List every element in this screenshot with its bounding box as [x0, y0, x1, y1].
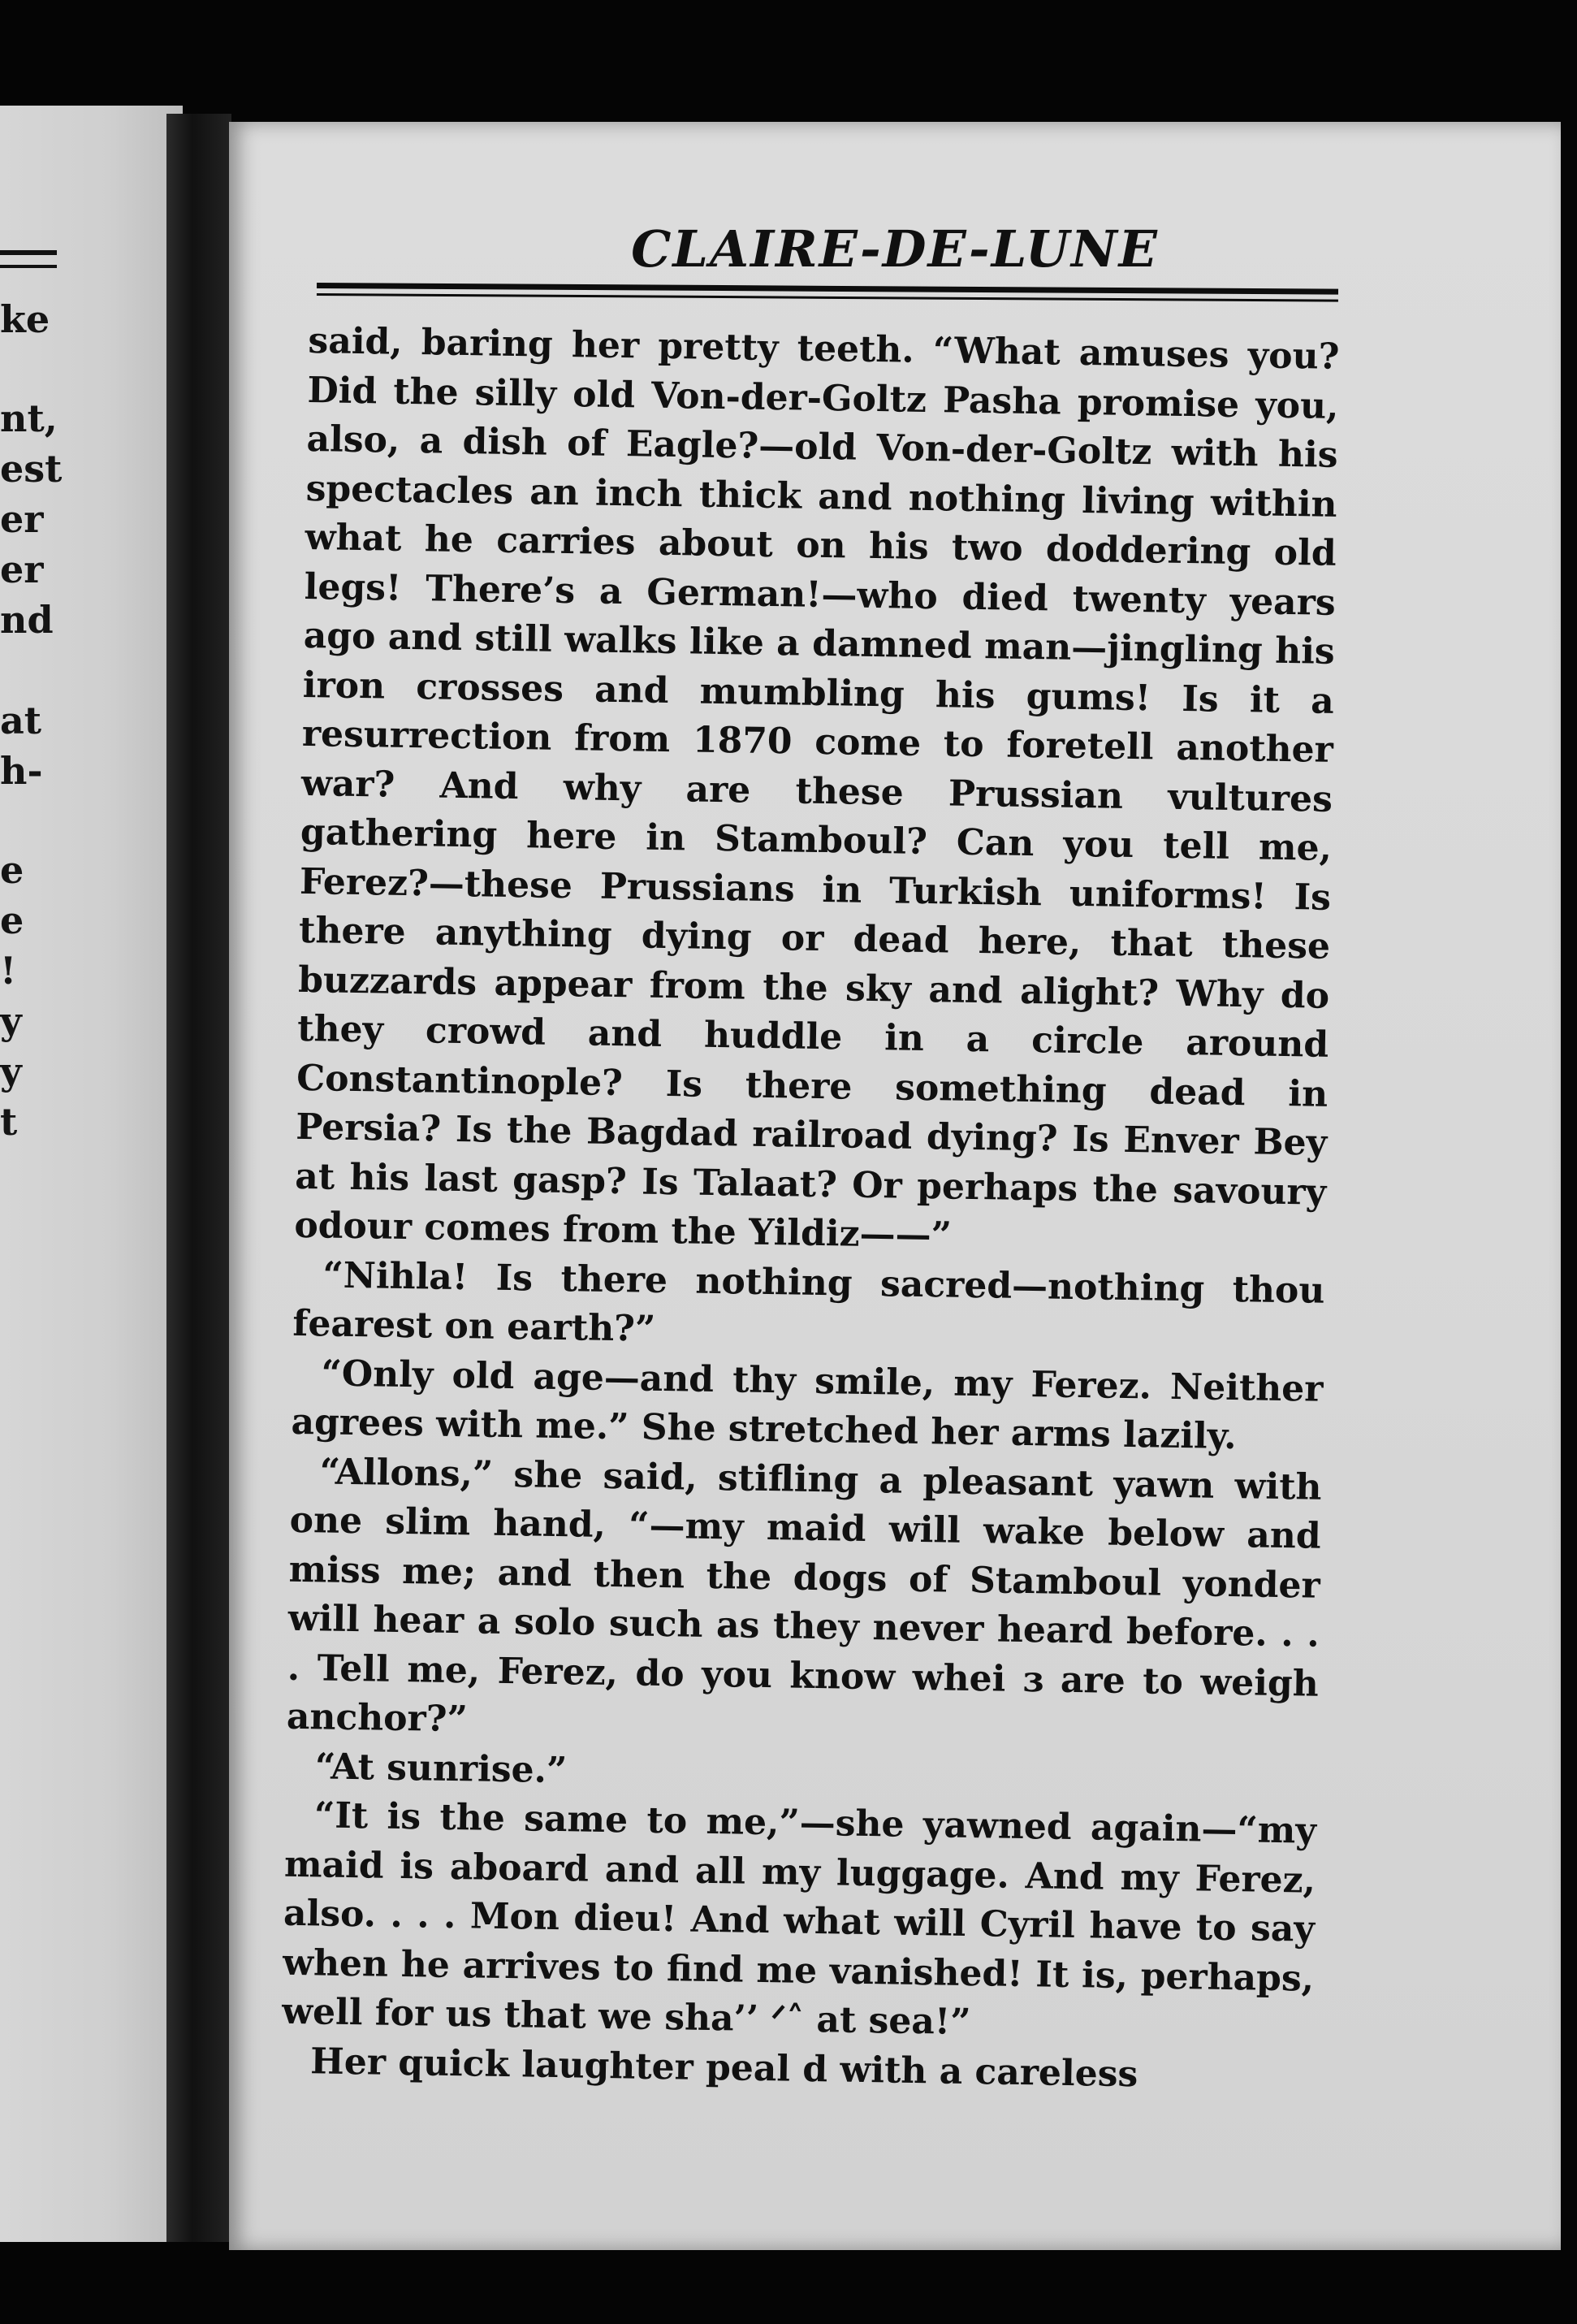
- facing-page-fragment: ke: [0, 297, 50, 341]
- book-page: [229, 122, 1561, 2250]
- facing-page-fragment: e: [0, 898, 24, 942]
- facing-page-fragment: er: [0, 497, 44, 541]
- facing-page-fragment: y: [0, 1049, 22, 1093]
- paragraph: said, baring her pretty teeth. “What amuses you? Did the silly old Von-der-Goltz Pasha promise you, also, a dish of Eagle?—old Von-der-Goltz with his spectacles an inch thick and nothing living within what he carries about on his two doddering old legs! There’s a German!—who died twenty years ago and still walks like a damned man—jingling his iron crosses and mumbling his gums! Is it a resurrection from 1870 come to foretell another war? And why are these Prussian vultures gathering here in Stamboul? Can you tell me, Ferez?—these Prussians in Turkish uniforms! Is there anything dying or dead here, that these buzzards appear from the sky and alight? Why do they crowd and huddle in a circle around Constantinople? Is there something dead in Persia? Is the Bagdad railroad dying? Is Enver Bey at his last gasp? Is Talaat? Or perhaps the savoury odour comes from the Yildiz——”: [294, 319, 1340, 1257]
- facing-page-fragment: h-: [0, 749, 43, 793]
- running-head: CLAIRE-DE-LUNE: [631, 219, 1159, 279]
- paragraph: “Nihla! Is there nothing sacred—nothing thou fearest on earth?”: [292, 1253, 1325, 1350]
- paragraph: “It is the same to me,”—she yawned again—“my maid is aboard and all my luggage. And my Ferez, also. . . . Mon dieu! And what will Cyril have to say when he arrives to find me vanished! It is, perhaps, well for us that we sha’’ ᐟ˄ at sea!”: [281, 1794, 1317, 2044]
- body-text: [281, 317, 1340, 2102]
- book-gutter: [166, 114, 231, 2242]
- facing-page-fragment: e: [0, 848, 24, 892]
- facing-page-fragment: nd: [0, 598, 54, 642]
- paragraph: “Allons,” she said, stifling a pleasant yawn with one slim hand, “—my maid will wake below and miss me; and then the dogs of Stamboul yonder will hear a solo such as they never heard before. . . . Tell me, Ferez, do you know whei ɜ are to weigh anchor?”: [286, 1450, 1322, 1741]
- header-double-rule: [317, 283, 1338, 302]
- paragraph: “Only old age—and thy smile, my Ferez. Neither agrees with me.” She stretched her arms lazily.: [291, 1352, 1324, 1458]
- paragraph: Her quick laughter peal d with a careless: [309, 2040, 1138, 2095]
- facing-page-fragment: nt,: [0, 396, 58, 440]
- facing-page-rule: [0, 250, 57, 268]
- facing-page-fragment: !: [0, 949, 17, 993]
- facing-page-fragment: est: [0, 447, 63, 491]
- facing-page-fragment: t: [0, 1100, 18, 1144]
- facing-page-fragment: at: [0, 699, 42, 742]
- facing-page-fragment: y: [0, 999, 22, 1043]
- paragraph: “At sunrise.”: [314, 1745, 568, 1791]
- facing-page: [0, 106, 183, 2242]
- facing-page-fragment: er: [0, 547, 44, 591]
